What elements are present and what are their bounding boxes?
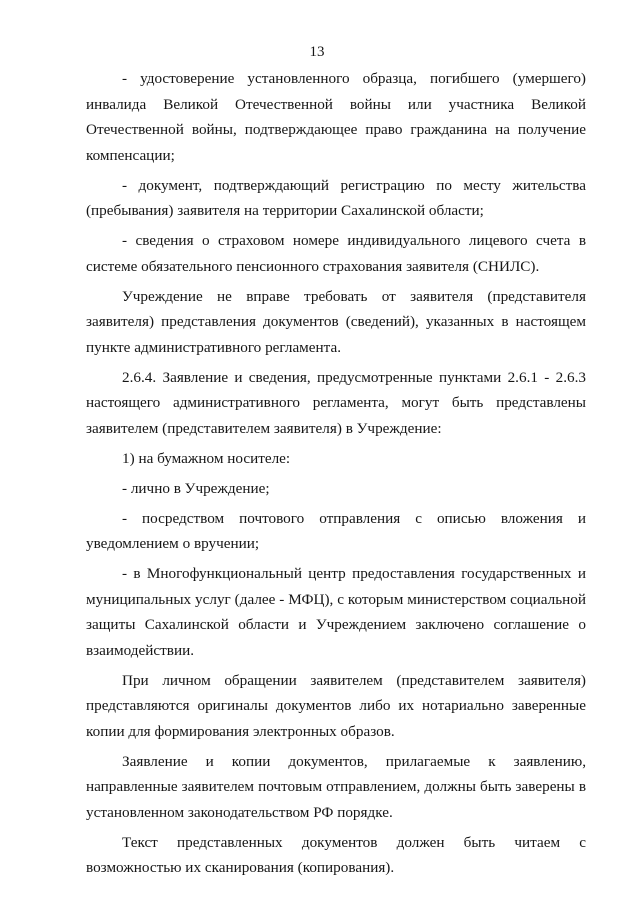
document-body [86,66,586,885]
paragraph: Заявление и копии документов, прилагаемые к заявлению, направленные заявителем почтовым отправлением, должны быть заверены в установленном законодательством РФ порядке. [86,752,586,821]
paragraph: - посредством почтового отправления с описью вложения и уведомлением о вручении; [86,509,586,552]
paragraph: - лично в Учреждение; [122,479,270,497]
page-number: 13 [309,44,325,60]
paragraph: - документ, подтверждающий регистрацию по месту жительства (пребывания) заявителя на территории Сахалинской области; [86,176,586,219]
paragraph: 2.6.4. Заявление и сведения, предусмотренные пунктами 2.6.1 - 2.6.3 настоящего административного регламента, могут быть представлены заявителем (представителем заявителя) в Учреждение: [86,368,586,437]
paragraph: - в Многофункциональный центр предоставления государственных и муниципальных услуг (далее - МФЦ), с которым министерством социальной защиты Сахалинской области и Учреждением заключено соглашение о взаимодействии. [86,565,586,659]
paragraph: При личном обращении заявителем (представителем заявителя) представляются оригиналы документов либо их нотариально заверенные копии для формирования электронных образов. [86,671,586,740]
paragraph: 1) на бумажном носителе: [122,449,291,467]
paragraph: - сведения о страховом номере индивидуального лицевого счета в системе обязательного пенсионного страхования заявителя (СНИЛС). [86,232,586,275]
paragraph: - удостоверение установленного образца, погибшего (умершего) инвалида Великой Отечественной войны или участника Великой Отечественной войны, подтверждающее право гражданина на получение компенсации; [86,70,586,164]
paragraph: Текст представленных документов должен быть читаем с возможностью их сканирования (копирования). [86,833,586,876]
paragraph: Учреждение не вправе требовать от заявителя (представителя заявителя) представления документов (сведений), указанных в настоящем пункте административного регламента. [86,287,586,356]
